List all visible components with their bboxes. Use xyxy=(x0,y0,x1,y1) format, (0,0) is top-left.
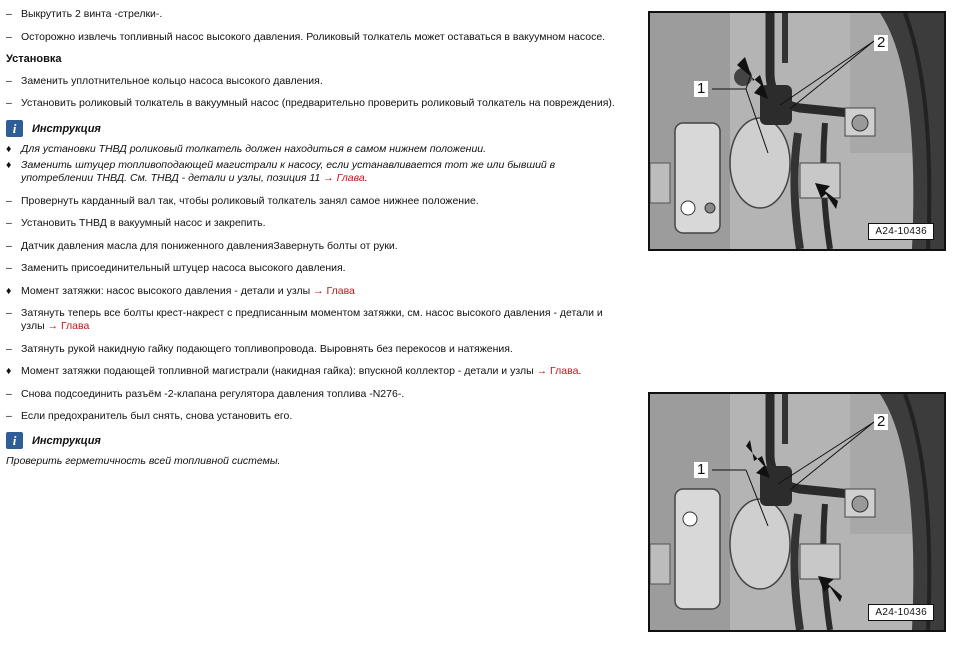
figure-pump-removal xyxy=(648,11,946,251)
info-icon: i xyxy=(6,432,23,449)
install-heading: Установка xyxy=(6,53,62,65)
callout-2: 2 xyxy=(874,414,888,430)
figure-code: A24-10436 xyxy=(868,223,934,240)
chapter-link[interactable]: → Глава xyxy=(47,320,90,332)
engine-illustration xyxy=(650,394,944,630)
chapter-link[interactable]: → Глава xyxy=(536,365,579,377)
note-title: Инструкция xyxy=(32,435,101,447)
note-title: Инструкция xyxy=(32,123,101,135)
figure-pump-installation xyxy=(648,392,946,632)
figure-code: A24-10436 xyxy=(868,604,934,621)
engine-illustration xyxy=(650,13,944,249)
callout-1: 1 xyxy=(694,81,708,97)
note-text: Проверить герметичность всей топливной системы. xyxy=(6,455,281,467)
chapter-link[interactable]: → Глава xyxy=(313,285,355,297)
callout-2: 2 xyxy=(874,35,888,51)
chapter-link[interactable]: → Глава xyxy=(323,172,365,184)
info-icon: i xyxy=(6,120,23,137)
callout-1: 1 xyxy=(694,462,708,478)
